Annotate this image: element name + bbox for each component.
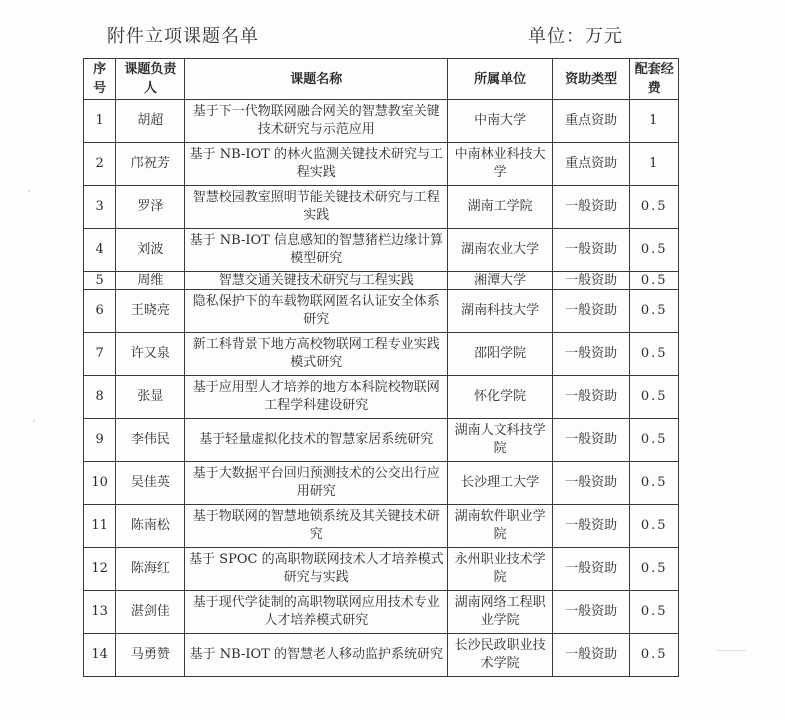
table-row (84, 591, 679, 634)
cell-type: 一般资助 (552, 548, 630, 591)
table-row (84, 272, 679, 290)
cell-fund: 0.5 (630, 591, 679, 634)
cell-leader: 许又泉 (116, 333, 185, 376)
cell-unit: 长沙民政职业技术学院 (448, 634, 553, 677)
cell-leader: 罗泽 (116, 186, 185, 229)
cell-type: 一般资助 (552, 462, 630, 505)
header-unit: 所属单位 (448, 59, 553, 100)
cell-no: 2 (84, 143, 116, 186)
table-row (84, 505, 679, 548)
table-row (84, 333, 679, 376)
cell-fund: 0.5 (630, 272, 679, 290)
header-no: 序号 (84, 59, 116, 100)
cell-leader: 刘波 (116, 229, 185, 272)
cell-unit: 中南林业科技大学 (448, 143, 553, 186)
cell-name: 基于应用型人才培养的地方本科院校物联网工程学科建设研究 (185, 376, 448, 419)
cell-no: 5 (84, 272, 116, 290)
cell-fund: 0.5 (630, 290, 679, 333)
cell-no: 13 (84, 591, 116, 634)
cell-leader: 吴佳英 (116, 462, 185, 505)
cell-leader: 陈南松 (116, 505, 185, 548)
cell-unit: 湘潭大学 (448, 272, 553, 290)
cell-no: 7 (84, 333, 116, 376)
cell-name: 基于下一代物联网融合网关的智慧教室关键技术研究与示范应用 (185, 100, 448, 143)
table-row (84, 419, 679, 462)
cell-fund: 1 (630, 100, 679, 143)
cell-no: 9 (84, 419, 116, 462)
cell-type: 一般资助 (552, 634, 630, 677)
cell-leader: 王晓亮 (116, 290, 185, 333)
cell-unit: 怀化学院 (448, 376, 553, 419)
document-title: 附件立项课题名单 (107, 26, 259, 47)
cell-type: 重点资助 (552, 100, 630, 143)
table-row (84, 186, 679, 229)
table-row (84, 376, 679, 419)
project-table (83, 58, 679, 677)
cell-unit: 邵阳学院 (448, 333, 553, 376)
header-name: 课题名称 (185, 59, 448, 100)
cell-no: 1 (84, 100, 116, 143)
cell-leader: 邝祝芳 (116, 143, 185, 186)
cell-no: 12 (84, 548, 116, 591)
table-row (84, 290, 679, 333)
cell-name: 隐私保护下的车载物联网匿名认证安全体系研究 (185, 290, 448, 333)
table-row (84, 462, 679, 505)
cell-no: 6 (84, 290, 116, 333)
cell-name: 智慧交通关键技术研究与工程实践 (185, 272, 448, 290)
table-row (84, 634, 679, 677)
cell-unit: 湖南网络工程职业学院 (448, 591, 553, 634)
cell-leader: 李伟民 (116, 419, 185, 462)
cell-unit: 中南大学 (448, 100, 553, 143)
cell-name: 基于 NB-IOT 的林火监测关键技术研究与工程实践 (185, 143, 448, 186)
scan-speck (33, 420, 35, 422)
cell-type: 一般资助 (552, 333, 630, 376)
cell-fund: 0.5 (630, 229, 679, 272)
cell-name: 基于物联网的智慧地锁系统及其关键技术研究 (185, 505, 448, 548)
cell-no: 3 (84, 186, 116, 229)
table-row (84, 229, 679, 272)
cell-name: 基于现代学徒制的高职物联网应用技术专业人才培养模式研究 (185, 591, 448, 634)
cell-type: 一般资助 (552, 376, 630, 419)
table-header-row (84, 59, 679, 100)
cell-unit: 长沙理工大学 (448, 462, 553, 505)
cell-unit: 湖南科技大学 (448, 290, 553, 333)
cell-no: 11 (84, 505, 116, 548)
cell-type: 重点资助 (552, 143, 630, 186)
cell-name: 智慧校园教室照明节能关键技术研究与工程实践 (185, 186, 448, 229)
cell-unit: 湖南人文科技学院 (448, 419, 553, 462)
cell-fund: 0.5 (630, 634, 679, 677)
scan-speck (28, 190, 30, 192)
cell-fund: 0.5 (630, 548, 679, 591)
cell-name: 新工科背景下地方高校物联网工程专业实践模式研究 (185, 333, 448, 376)
cell-no: 8 (84, 376, 116, 419)
cell-name: 基于轻量虚拟化技术的智慧家居系统研究 (185, 419, 448, 462)
cell-fund: 0.5 (630, 505, 679, 548)
cell-name: 基于 SPOC 的高职物联网技术人才培养模式研究与实践 (185, 548, 448, 591)
cell-no: 14 (84, 634, 116, 677)
cell-unit: 湖南农业大学 (448, 229, 553, 272)
table-row (84, 143, 679, 186)
unit-note: 单位：万元 (528, 26, 623, 47)
cell-no: 4 (84, 229, 116, 272)
table-row (84, 100, 679, 143)
cell-name: 基于大数据平台回归预测技术的公交出行应用研究 (185, 462, 448, 505)
cell-name: 基于 NB-IOT 的智慧老人移动监护系统研究 (185, 634, 448, 677)
header-type: 资助类型 (552, 59, 630, 100)
cell-fund: 0.5 (630, 333, 679, 376)
cell-type: 一般资助 (552, 419, 630, 462)
cell-fund: 0.5 (630, 419, 679, 462)
cell-unit: 永州职业技术学院 (448, 548, 553, 591)
cell-no: 10 (84, 462, 116, 505)
scan-speck (716, 650, 746, 651)
cell-type: 一般资助 (552, 272, 630, 290)
header-fund: 配套经费 (630, 59, 679, 100)
cell-fund: 0.5 (630, 376, 679, 419)
cell-leader: 湛剑佳 (116, 591, 185, 634)
cell-type: 一般资助 (552, 505, 630, 548)
table-row (84, 548, 679, 591)
cell-type: 一般资助 (552, 290, 630, 333)
cell-unit: 湖南工学院 (448, 186, 553, 229)
cell-type: 一般资助 (552, 186, 630, 229)
cell-leader: 陈海红 (116, 548, 185, 591)
cell-type: 一般资助 (552, 229, 630, 272)
cell-leader: 马勇赞 (116, 634, 185, 677)
cell-fund: 1 (630, 143, 679, 186)
cell-leader: 胡超 (116, 100, 185, 143)
cell-fund: 0.5 (630, 462, 679, 505)
cell-leader: 张显 (116, 376, 185, 419)
cell-leader: 周维 (116, 272, 185, 290)
header-leader: 课题负责人 (116, 59, 185, 100)
cell-unit: 湖南软件职业学院 (448, 505, 553, 548)
cell-fund: 0.5 (630, 186, 679, 229)
cell-type: 一般资助 (552, 591, 630, 634)
cell-name: 基于 NB-IOT 信息感知的智慧猪栏边缘计算模型研究 (185, 229, 448, 272)
